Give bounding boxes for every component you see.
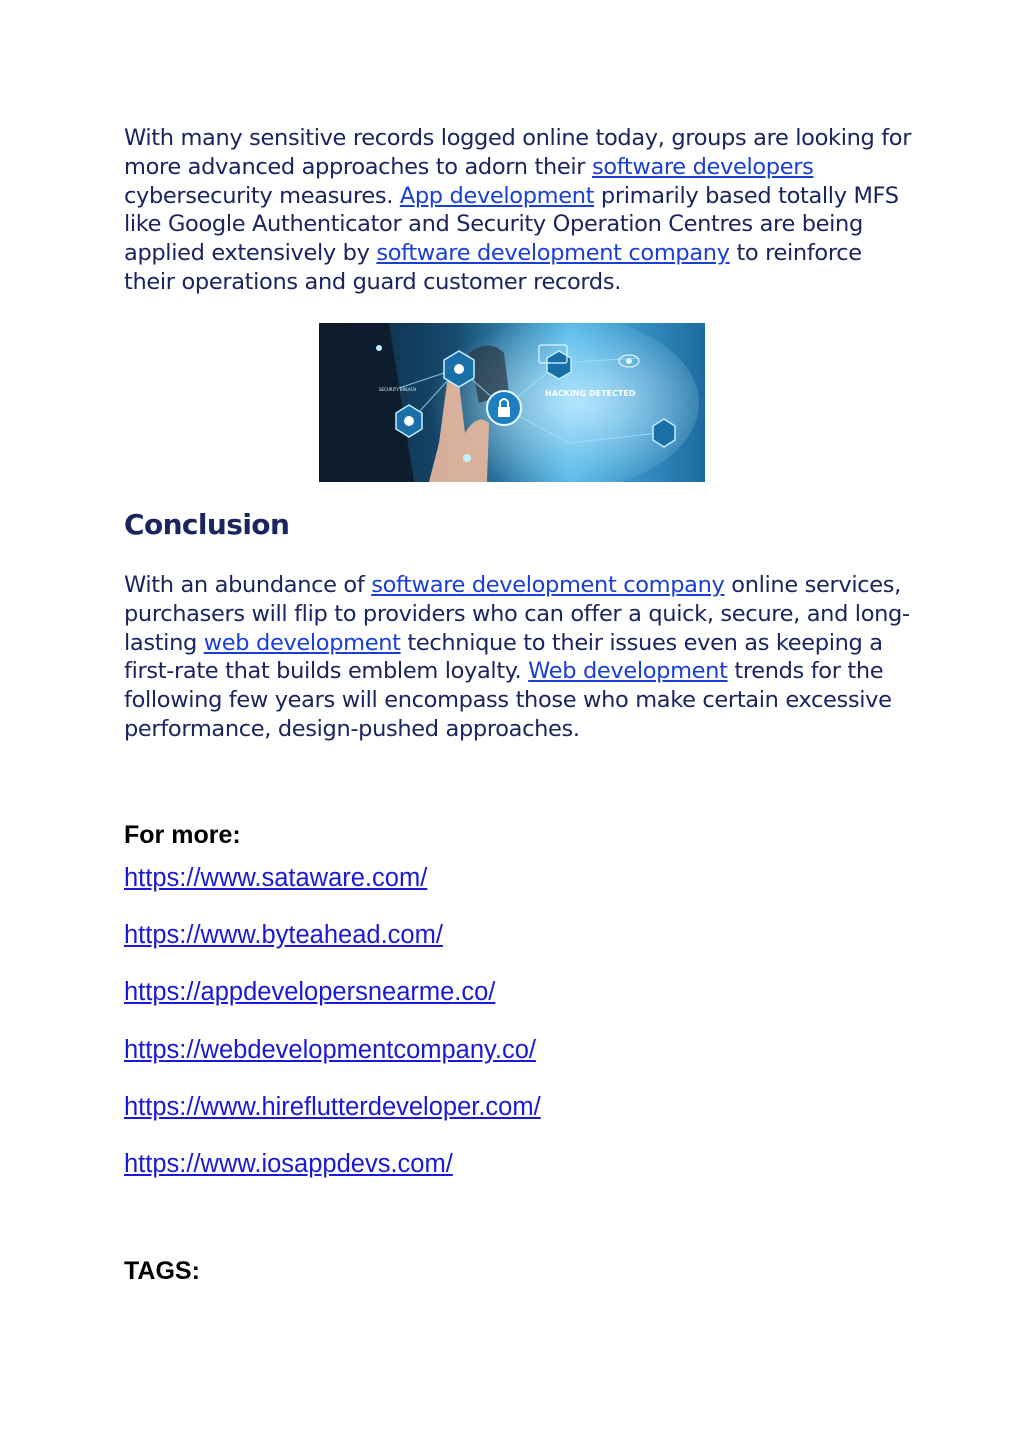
software-developers-link[interactable]: software developers (591, 153, 814, 180)
web-development-link[interactable]: web development (203, 629, 401, 656)
intro-text-1: With many sensitive records logged online today, groups are looking for more advanced approaches to adorn their (124, 125, 912, 180)
url-link-appdevelopersnearme[interactable]: https://appdevelopersnearme.co/ (124, 978, 496, 1006)
software-development-company-link-2[interactable]: software development company (371, 572, 725, 598)
url-link-byteahead[interactable]: https://www.byteahead.com/ (124, 921, 443, 949)
intro-text-3: primarily based totally MFS like Google Authenticator and Security Operation Centres are being applied extensively by (124, 182, 899, 267)
tags-label: TAGS: (124, 1257, 200, 1285)
for-more-label: For more: (124, 821, 241, 849)
url-link-iosappdevs[interactable]: https://www.iosappdevs.com/ (124, 1150, 453, 1178)
intro-paragraph (124, 124, 914, 297)
url-link-sataware[interactable]: https://www.sataware.com/ (124, 864, 428, 892)
url-link-webdevelopmentcompany[interactable]: https://webdevelopmentcompany.co/ (124, 1036, 537, 1064)
url-link-hireflutterdeveloper[interactable]: https://www.hireflutterdeveloper.com/ (124, 1093, 541, 1121)
conclusion-heading: Conclusion (124, 508, 290, 541)
conclusion-text-4: trends for the following few years will encompass those who make certain excessive performance, design-pushed approaches. (124, 658, 892, 742)
security-breach-label: SECURITY BREACH (379, 387, 417, 392)
software-development-company-link[interactable]: software development company (376, 240, 730, 267)
intro-text-4: to reinforce their operations and guard customer records. (124, 240, 862, 295)
conclusion-paragraph (124, 571, 914, 744)
conclusion-text-1: With an abundance of (124, 572, 372, 598)
intro-text-2: cybersecurity measures. (124, 182, 400, 209)
conclusion-text-2: online services, purchasers will flip to providers who can offer a quick, secure, and long-lasting (124, 572, 910, 656)
conclusion-text-3: technique to their issues even as keeping a first-rate that builds emblem loyalty. (124, 629, 883, 685)
app-development-link[interactable]: App development (399, 182, 595, 209)
hacking-detected-label: HACKING DETECTED (545, 389, 636, 398)
cybersecurity-image (319, 323, 705, 482)
web-development-link-2[interactable]: Web development (528, 658, 728, 685)
